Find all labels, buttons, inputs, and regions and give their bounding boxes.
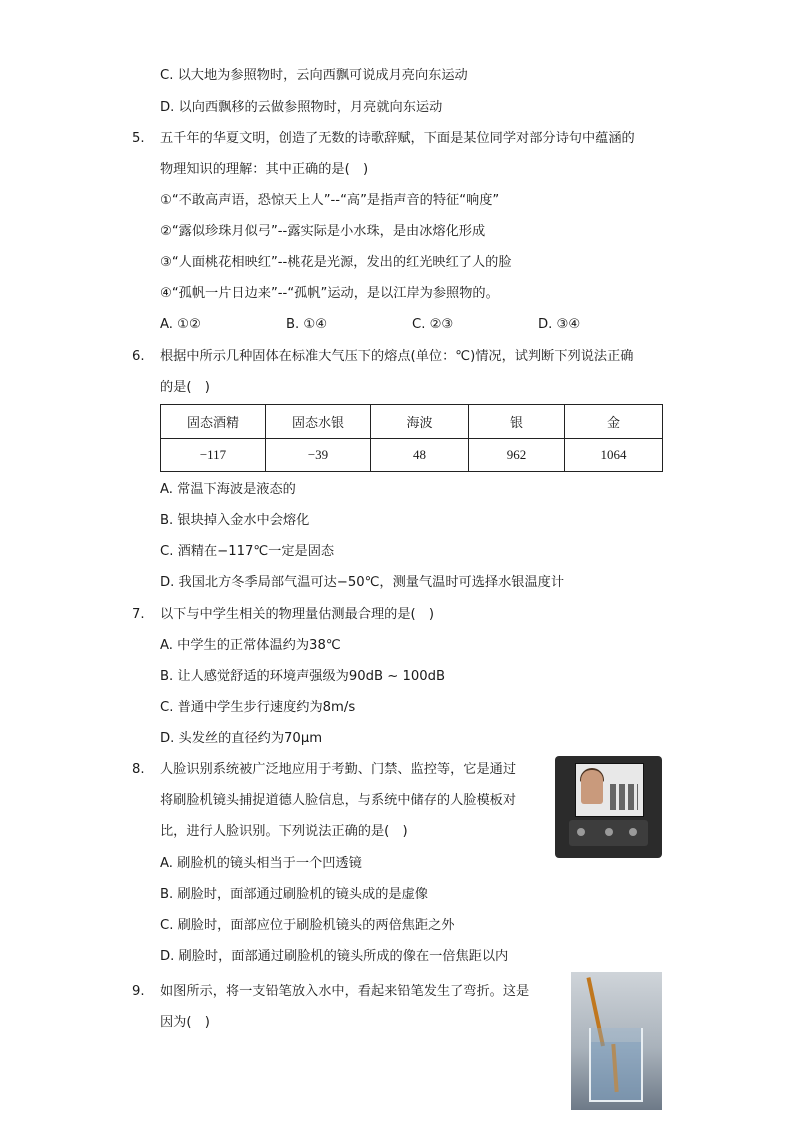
q4-option-c: C. 以大地为参照物时，云向西飘可说成月亮向东运动 <box>160 68 468 83</box>
q5-option-d: D. ③④ <box>538 317 581 332</box>
q9-number: 9. <box>132 984 145 999</box>
table-cell: −39 <box>266 439 371 472</box>
q5-option-a: A. ①② <box>160 317 201 332</box>
q8-stem-line3: 比，进行人脸识别。下列说法正确的是( ) <box>160 824 408 839</box>
q8-option-d: D. 刷脸时，面部通过刷脸机的镜头所成的像在一倍焦距以内 <box>160 949 509 964</box>
table-cell: 1064 <box>565 439 663 472</box>
q6-stem-line2: 的是( ) <box>160 380 210 395</box>
q6-option-b: B. 银块掉入金水中会熔化 <box>160 513 310 528</box>
q9-stem-line1: 如图所示，将一支铅笔放入水中，看起来铅笔发生了弯折。这是 <box>160 984 530 999</box>
device-keypad <box>610 784 638 810</box>
face-photo <box>581 770 603 804</box>
q5-stem-line2: 物理知识的理解：其中正确的是( ) <box>160 162 369 177</box>
q5-item-4: ④“孤帆一片日边来”--“孤帆”运动，是以江岸为参照物的。 <box>160 286 499 301</box>
q5-item-1: ①“不敢高声语，恐惊天上人”--“高”是指声音的特征“响度” <box>160 193 500 208</box>
q7-option-b: B. 让人感觉舒适的环境声强级为90dB ~ 100dB <box>160 669 446 684</box>
q5-item-2: ②“露似珍珠月似弓”--露实际是小水珠，是由冰熔化形成 <box>160 224 486 239</box>
q5-number: 5. <box>132 131 145 146</box>
q5-stem-line1: 五千年的华夏文明，创造了无数的诗歌辞赋，下面是某位同学对部分诗句中蕴涵的 <box>160 131 635 146</box>
q8-stem-line1: 人脸识别系统被广泛地应用于考勤、门禁、监控等，它是通过 <box>160 762 517 777</box>
table-cell: 48 <box>371 439 469 472</box>
q6-stem-line1: 根据中所示几种固体在标准大气压下的熔点(单位：℃)情况，试判断下列说法正确 <box>160 349 634 364</box>
table-header-cell: 固态水银 <box>266 405 371 439</box>
table-header-cell: 银 <box>469 405 565 439</box>
q8-number: 8. <box>132 762 145 777</box>
device-sensor-panel <box>569 820 648 846</box>
glass-cup <box>589 1028 643 1102</box>
table-row <box>161 439 663 472</box>
q8-option-c: C. 刷脸时，面部应位于刷脸机镜头的两倍焦距之外 <box>160 918 455 933</box>
table-cell: 962 <box>469 439 565 472</box>
q7-option-a: A. 中学生的正常体温约为38℃ <box>160 638 341 653</box>
device-screen <box>575 763 644 817</box>
melting-point-table <box>160 404 663 472</box>
table-header-cell: 固态酒精 <box>161 405 266 439</box>
q5-option-c: C. ②③ <box>412 317 454 332</box>
face-recognition-device-image <box>555 756 662 858</box>
q7-option-c: C. 普通中学生步行速度约为8m/s <box>160 700 356 715</box>
device-dot <box>629 828 637 836</box>
q6-option-a: A. 常温下海波是液态的 <box>160 482 296 497</box>
table-header-cell: 金 <box>565 405 663 439</box>
q7-number: 7. <box>132 607 145 622</box>
q8-option-b: B. 刷脸时，面部通过刷脸机的镜头成的是虚像 <box>160 887 428 902</box>
q8-option-a: A. 刷脸机的镜头相当于一个凹透镜 <box>160 856 362 871</box>
q5-option-b: B. ①④ <box>286 317 328 332</box>
q7-stem: 以下与中学生相关的物理量估测最合理的是( ) <box>160 607 435 622</box>
q4-option-d: D. 以向西飘移的云做参照物时，月亮就向东运动 <box>160 100 443 115</box>
pencil-in-water-image <box>571 972 662 1110</box>
table-cell: −117 <box>161 439 266 472</box>
q8-stem-line2: 将刷脸机镜头捕捉道德人脸信息，与系统中储存的人脸模板对 <box>160 793 517 808</box>
q7-option-d: D. 头发丝的直径约为70μm <box>160 731 323 746</box>
q6-number: 6. <box>132 349 145 364</box>
table-header-cell: 海波 <box>371 405 469 439</box>
device-dot <box>605 828 613 836</box>
device-dot <box>577 828 585 836</box>
q6-option-d: D. 我国北方冬季局部气温可达−50℃，测量气温时可选择水银温度计 <box>160 575 565 590</box>
table-header-row <box>161 405 663 439</box>
q5-item-3: ③“人面桃花相映红”--桃花是光源，发出的红光映红了人的脸 <box>160 255 512 270</box>
q6-option-c: C. 酒精在−117℃一定是固态 <box>160 544 335 559</box>
q9-stem-line2: 因为( ) <box>160 1015 210 1030</box>
